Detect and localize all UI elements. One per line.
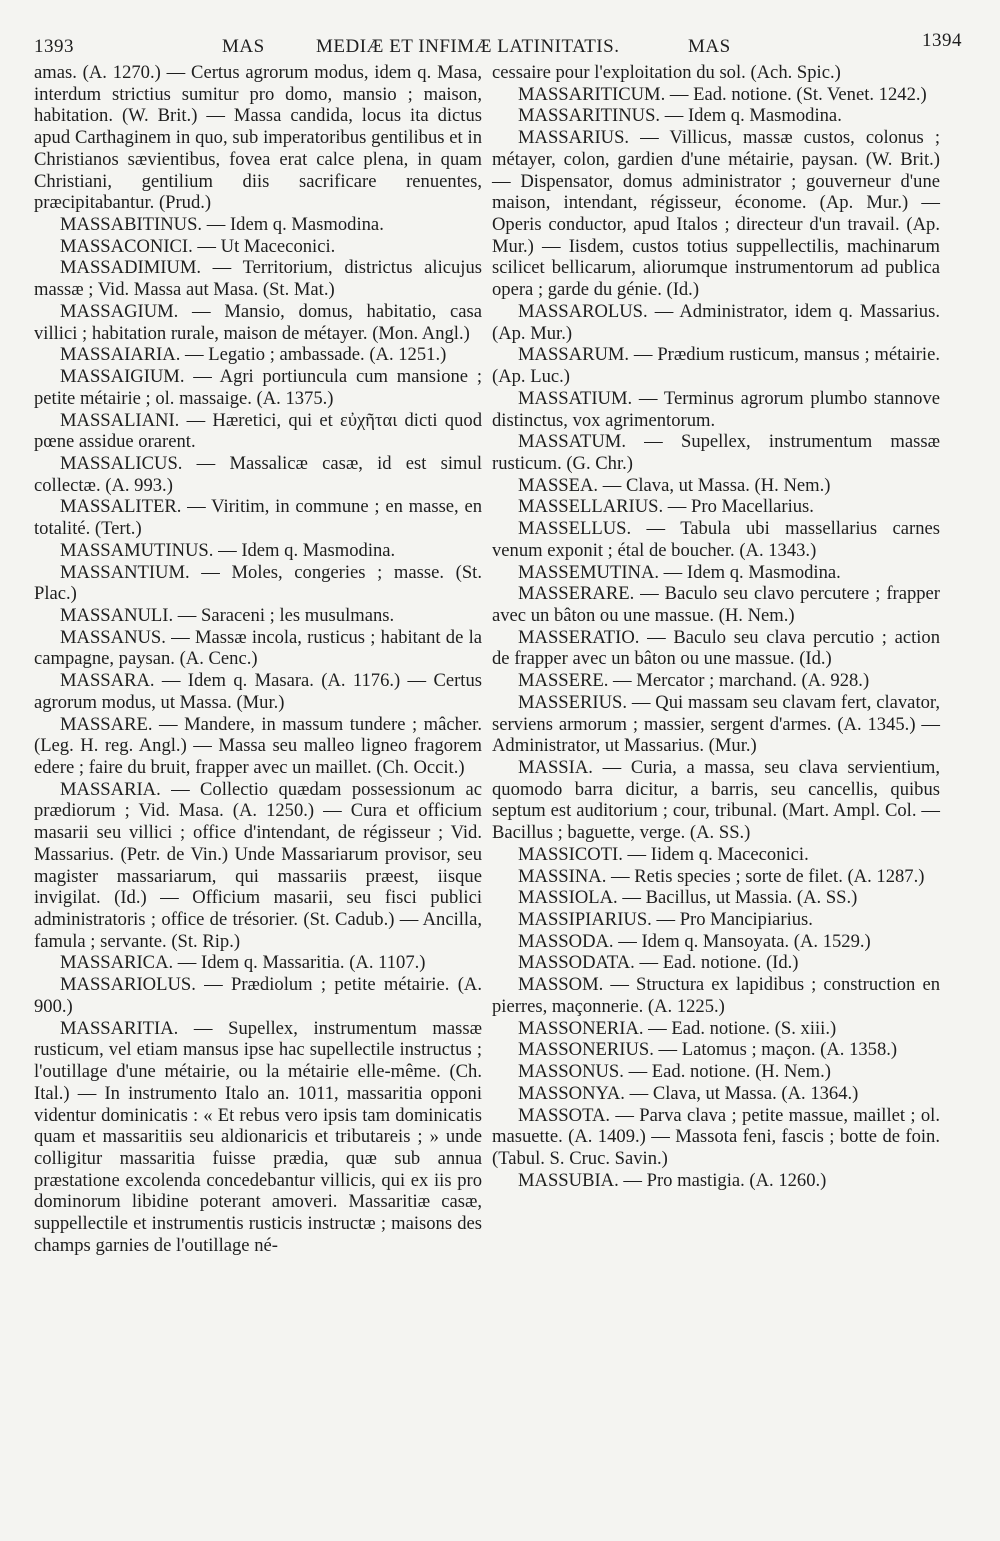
entry-massaliani: MASSALIANI. — Hæretici, qui et εὐχῆται dicti quod pœne assidue orarent. bbox=[34, 409, 482, 453]
entry-massicoti: MASSICOTI. — Iidem q. Maceconici. bbox=[518, 843, 809, 865]
left-column bbox=[34, 62, 482, 1257]
entry-massabitinus: MASSABITINUS. — Idem q. Masmodina. bbox=[60, 214, 384, 236]
entry-massonya: MASSONYA. — Clava, ut Massa. (A. 1364.) bbox=[518, 1082, 859, 1104]
entry-massariolus: MASSARIOLUS. — Prædiolum ; petite métairie. (A. 900.) bbox=[34, 974, 482, 1017]
entry-massonus: MASSONUS. — Ead. notione. (H. Nem.) bbox=[518, 1061, 831, 1083]
entry-masserius: MASSERIUS. — Qui massam seu clavam fert, clavator, serviens armorum ; massier, sergent d'armes. (A. 1345.) — Administrator, ut Massarius. (Mur.) bbox=[492, 691, 940, 757]
entry-massara: MASSARA. — Idem q. Masara. (A. 1176.) — Certus agrorum modus, ut Massa. (Mur.) bbox=[34, 670, 482, 713]
entry-masserare: MASSERARE. — Baculo seu clavo percutere ; frapper avec un bâton ou une massue. (H. Nem.) bbox=[492, 583, 940, 626]
entry-massarius: MASSARIUS. — Villicus, massæ custos, colonus ; métayer, colon, gardien d'une métairie, paysan. (W. Brit.) — Dispensator, domus administrator ; gouverneur d'une maison, intendant, régisseur, économe. (Ap. Mur.) — Operis conductor, apud Italos ; directeur d'un travail. (Ap. Mur.) — Iisdem, custos totius suppellectilis, machinarum scilicet bellicarum, aliorumque instrumentorum ad publica opera ; garde du génie. (Id.) bbox=[492, 127, 940, 301]
running-head bbox=[34, 30, 962, 60]
entry-massea: MASSEA. — Clava, ut Massa. (H. Nem.) bbox=[518, 474, 831, 496]
running-title: MEDIÆ ET INFIMÆ LATINITATIS. bbox=[316, 36, 620, 57]
entry-massodata: MASSODATA. — Ead. notione. (Id.) bbox=[518, 952, 799, 974]
entry-massamutinus: MASSAMUTINUS. — Idem q. Masmodina. bbox=[60, 539, 396, 561]
entry-massaritia: MASSARITIA. — Supellex, instrumentum massæ rusticum, vel etiam mansus ipse hac supellectile instructus ; l'outillage d'une métairie, ou la métairie elle-même. (Ch. Ital.) — In instrumento Italo an. 1011, massaritia opponi videntur dominicatis : « Et rebus vero ipsis tam dominicatis quam et massaritiis seu aldionaricis et tributareis ; » unde colligitur massaritia fuisse prædia, quæ sub annua præstatione excolenda concedebantur villicis, qui ex iis pro dominorum libidine poterant amoveri. Massaritiæ casæ, suppellectile et instrumentis rusticis instructæ ; maisons des champs garnies de l'outillage né- bbox=[34, 1017, 482, 1256]
entry-massarica: MASSARICA. — Idem q. Massaritia. (A. 1107.) bbox=[60, 952, 426, 974]
entry-massellus: MASSELLUS. — Tabula ubi massellarius carnes venum exponit ; étal de boucher. (A. 1343.) bbox=[492, 518, 940, 561]
entry-massatum: MASSATUM. — Supellex, instrumentum massæ rusticum. (G. Chr.) bbox=[492, 431, 940, 474]
page-number-right: 1394 bbox=[922, 30, 962, 51]
entry-massemutina: MASSEMUTINA. — Idem q. Masmodina. bbox=[518, 561, 841, 583]
entry-massellarius: MASSELLARIUS. — Pro Macellarius. bbox=[518, 496, 814, 518]
entry-massarolus: MASSAROLUS. — Administrator, idem q. Massarius. (Ap. Mur.) bbox=[492, 300, 940, 344]
entry-massaritinus: MASSARITINUS. — Idem q. Masmodina. bbox=[518, 105, 842, 127]
entry-massare: MASSARE. — Mandere, in massum tundere ; mâcher. (Leg. H. reg. Angl.) — Massa seu malleo ligneo fragorem edere ; faire du bruit, frapper avec un maillet. (Ch. Occit.) bbox=[34, 713, 482, 778]
entry-massiola: MASSIOLA. — Bacillus, ut Massia. (A. SS.) bbox=[518, 887, 858, 909]
entry-massaliter: MASSALITER. — Viritim, in commune ; en masse, en totalité. (Tert.) bbox=[34, 496, 482, 540]
entry-massoneria: MASSONERIA. — Ead. notione. (S. xiii.) bbox=[518, 1017, 837, 1039]
entry-massagium: MASSAGIUM. — Mansio, domus, habitatio, casa villici ; habitation rurale, maison de métayer. (Mon. Angl.) bbox=[34, 300, 482, 344]
entry-massaconici: MASSACONICI. — Ut Maceconici. bbox=[60, 235, 336, 257]
entry-massantium: MASSANTIUM. — Moles, congeries ; masse. (St. Plac.) bbox=[34, 561, 482, 605]
entry-massere: MASSERE. — Mercator ; marchand. (A. 928.) bbox=[518, 670, 870, 692]
entry-massipiarius: MASSIPIARIUS. — Pro Mancipiarius. bbox=[518, 909, 813, 931]
entry-massarum: MASSARUM. — Prædium rusticum, mansus ; métairie. (Ap. Luc.) bbox=[492, 344, 940, 388]
entry-massadimium: MASSADIMIUM. — Territorium, districtus alicujus massæ ; Vid. Massa aut Masa. (St. Mat.) bbox=[34, 257, 482, 301]
entry-masseratio: MASSERATIO. — Baculo seu clava percutio ; action de frapper avec un bâton ou une massue. (Id.) bbox=[492, 626, 940, 670]
entry-massom: MASSOM. — Structura ex lapidibus ; construction en pierres, maçonnerie. (A. 1225.) bbox=[492, 974, 940, 1017]
entry-massota: MASSOTA. — Parva clava ; petite massue, maillet ; ol. masuette. (A. 1409.) — Massota feni, fascis ; botte de foin. (Tabul. S. Cruc. Savin.) bbox=[492, 1104, 940, 1169]
right-column bbox=[492, 62, 940, 1191]
entry-massina: MASSINA. — Retis species ; sorte de filet. (A. 1287.) bbox=[518, 865, 925, 887]
entry-massanus: MASSANUS. — Massæ incola, rusticus ; habitant de la campagne, paysan. (A. Cenc.) bbox=[34, 626, 482, 670]
entry-massia: MASSIA. — Curia, a massa, seu clava servientium, quomodo barra dicitur, a barris, seu cancellis, quibus septum est auditorium ; cour, tribunal. (Mart. Ampl. Col. — Bacillus ; baguette, verge. (A. SS.) bbox=[492, 757, 940, 844]
entry-massonerius: MASSONERIUS. — Latomus ; maçon. (A. 1358.) bbox=[518, 1039, 898, 1061]
entry-massariticum: MASSARITICUM. — Ead. notione. (St. Venet. 1242.) bbox=[518, 83, 927, 105]
entry-massoda: MASSODA. — Idem q. Mansoyata. (A. 1529.) bbox=[518, 930, 871, 952]
entry-massaigium: MASSAIGIUM. — Agri portiuncula cum mansione ; petite métairie ; ol. massaige. (A. 1375.) bbox=[34, 366, 482, 409]
entry-massaiaria: MASSAIARIA. — Legatio ; ambassade. (A. 1251.) bbox=[60, 344, 447, 366]
entry-massanuli: MASSANULI. — Saraceni ; les musulmans. bbox=[60, 604, 395, 626]
entry-massubia: MASSUBIA. — Pro mastigia. (A. 1260.) bbox=[518, 1169, 827, 1191]
entry-continuation: cessaire pour l'exploitation du sol. (Ach. Spic.) bbox=[492, 62, 841, 83]
catchword-left: MAS bbox=[222, 36, 265, 57]
entry-massalicus: MASSALICUS. — Massalicæ casæ, id est simul collectæ. (A. 993.) bbox=[34, 452, 482, 496]
entry-massaria: MASSARIA. — Collectio quædam possessionum ac prædiorum ; Vid. Masa. (A. 1250.) — Cura et officium masarii seu villici ; office d'intendant, de régisseur ; Vid. Massarius. (Petr. de Vin.) Unde Massariarum provisor, seu magister massariarum, qui massariis præest, iisque invigilat. (Id.) — Officium masarii, seu fisci publici administratoris ; office de trésorier. (St. Cadub.) — Ancilla, famula ; servante. (St. Rip.) bbox=[34, 778, 482, 952]
page-number-left: 1393 bbox=[34, 36, 74, 57]
catchword-right: MAS bbox=[688, 36, 731, 57]
entry-massatium: MASSATIUM. — Terminus agrorum plumbo stannove distinctus, vox agrimentorum. bbox=[492, 387, 940, 431]
entry-continuation: amas. (A. 1270.) — Certus agrorum modus, idem q. Masa, interdum strictius sumitur pro domo, mansio ; maison, habitation. (W. Brit.) — Massa candida, locus ita dictus apud Carthaginem in quo, sub imperatoribus gentilibus et in Christianos sævientibus, fovea erat calce plena, in quam Christiani, gentilium diis sacrificare renuentes, præcipitabantur. (Prud.) bbox=[34, 62, 482, 214]
